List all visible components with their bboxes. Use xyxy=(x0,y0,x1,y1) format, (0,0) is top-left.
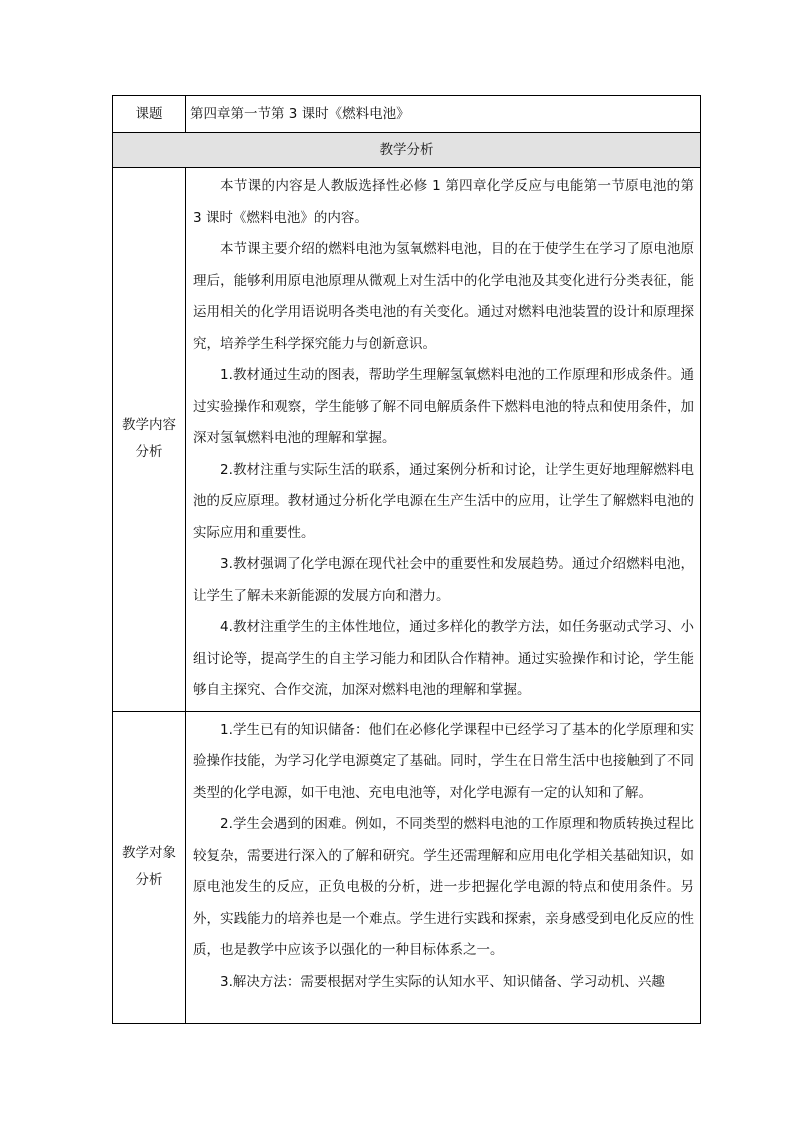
section-heading-row xyxy=(113,133,701,168)
topic-row xyxy=(113,96,701,133)
content-analysis-body xyxy=(186,168,701,712)
object-analysis-label xyxy=(113,711,186,1023)
topic-label: 课题 xyxy=(113,96,186,133)
object-paragraph: 2.学生会遇到的困难。例如，不同类型的燃料电池的工作原理和物质转换过程比较复杂，需要进行深入的了解和研究。学生还需理解和应用电化学相关基础知识，如原电池发生的反应，正负电极的分析，进一步把握化学电源的特点和使用条件。另外，实践能力的培养也是一个难点。学生进行实践和探索，亲身感受到电化反应的性质，也是教学中应该予以强化的一种目标体系之一。 xyxy=(193,816,694,958)
object-paragraph: 3.解决方法：需要根据对学生实际的认知水平、知识储备、学习动机、兴趣 xyxy=(220,973,665,990)
object-analysis-row xyxy=(113,711,701,1023)
content-analysis-row xyxy=(113,168,701,712)
object-analysis-label-line2: 分析 xyxy=(135,872,163,888)
object-analysis-body xyxy=(186,711,701,1023)
content-analysis-label-line2: 分析 xyxy=(135,444,163,461)
content-paragraph: 2.教材注重与实际生活的联系，通过案例分析和讨论，让学生更好地理解燃料电池的反应原理。教材通过分析化学电源在生产生活中的应用，让学生了解燃料电池的实际应用和重要性。 xyxy=(193,461,694,541)
lesson-plan-table xyxy=(112,95,701,1024)
content-paragraph: 本节课主要介绍的燃料电池为氢氧燃料电池，目的在于使学生在学习了原电池原理后，能够利用原电池原理从微观上对生活中的化学电池及其变化进行分类表征，能运用相关的化学用语说明各类电池的有关变化。通过对燃料电池装置的设计和原理探究，培养学生科学探究能力与创新意识。 xyxy=(193,241,694,352)
topic-title: 第四章第一节第 3 课时《燃料电池》 xyxy=(186,96,701,133)
content-paragraph: 4.教材注重学生的主体性地位，通过多样化的教学方法，如任务驱动式学习、小组讨论等，提高学生的自主学习能力和团队合作精神。通过实验操作和讨论，学生能够自主探究、合作交流，加深对燃料电池的理解和掌握。 xyxy=(193,619,694,698)
content-paragraph: 3.教材强调了化学电源在现代社会中的重要性和发展趋势。通过介绍燃料电池，让学生了解未来新能源的发展方向和潜力。 xyxy=(193,556,694,604)
content-paragraph: 1.教材通过生动的图表，帮助学生理解氢氧燃料电池的工作原理和形成条件。通过实验操作和观察，学生能够了解不同电解质条件下燃料电池的特点和使用条件，加深对氢氧燃料电池的理解和掌握。 xyxy=(193,367,694,446)
content-analysis-label xyxy=(113,168,186,712)
section-heading: 教学分析 xyxy=(113,133,701,168)
content-analysis-label-line1: 教学内容 xyxy=(122,417,176,434)
object-paragraph: 1.学生已有的知识储备：他们在必修化学课程中已经学习了基本的化学原理和实验操作技能，为学习化学电源奠定了基础。同时，学生在日常生活中也接触到了不同类型的化学电源，如干电池、充电电池等，对化学电源有一定的认知和了解。 xyxy=(193,721,694,801)
object-analysis-label-line1: 教学对象 xyxy=(122,845,176,861)
content-paragraph: 本节课的内容是人教版选择性必修 1 第四章化学反应与电能第一节原电池的第 3 课时《燃料电池》的内容。 xyxy=(193,178,694,226)
